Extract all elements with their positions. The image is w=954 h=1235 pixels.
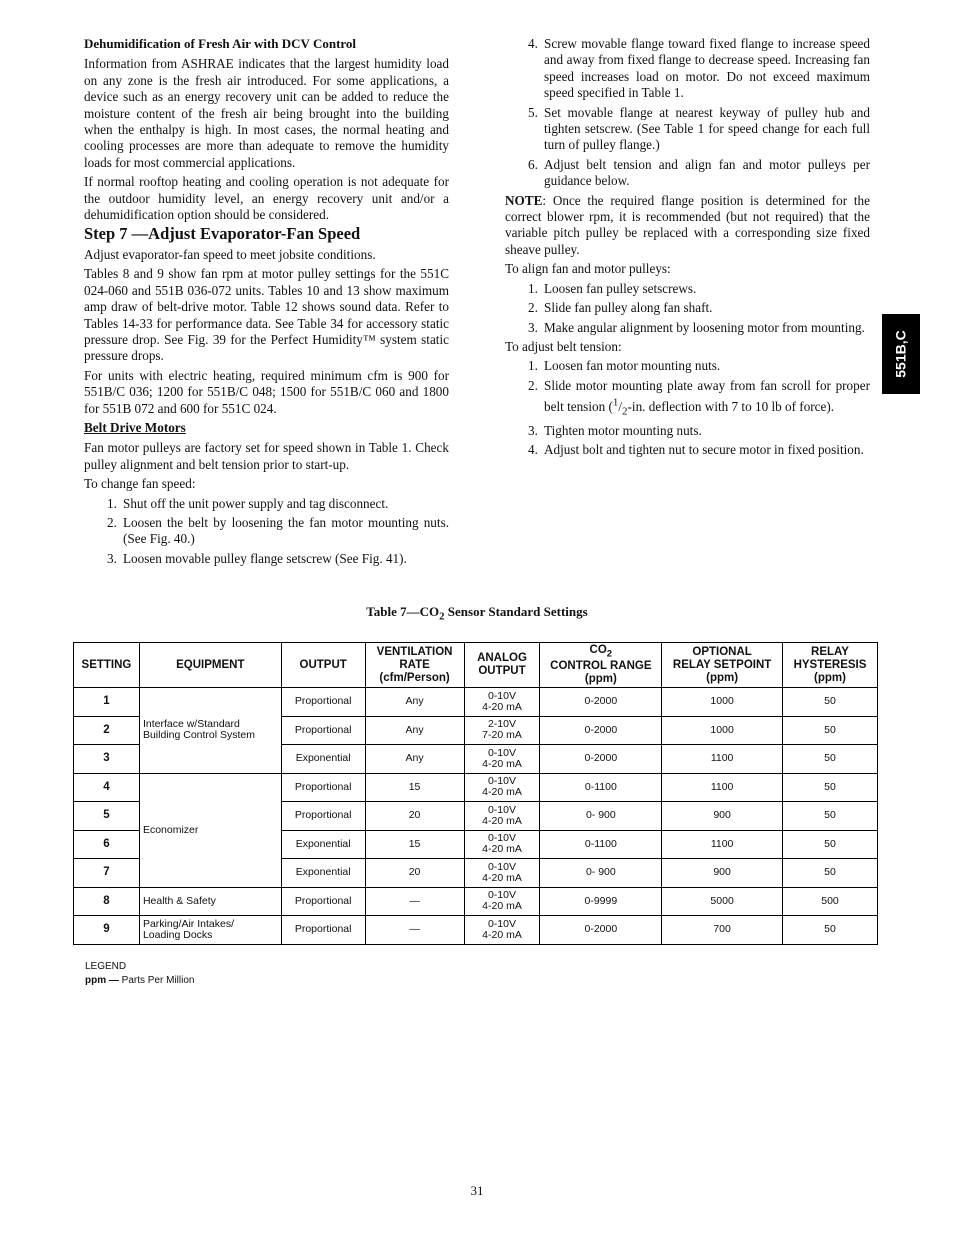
- step-7-paragraph-3: For units with electric heating, required minimum cfm is 900 for 551B/C 036; 1200 for 551B/C 048; 1500 for 551B/C 060 and 1800 for 551B 072 and 600 for 551C 024.: [84, 367, 449, 416]
- cell-output: Proportional: [281, 802, 365, 831]
- step-7-heading: Step 7 —Adjust Evaporator-Fan Speed: [84, 224, 361, 244]
- header-line: (cfm/Person): [379, 671, 450, 684]
- list-item: [505, 320, 870, 336]
- right-column: [505, 36, 870, 461]
- list-item: [505, 378, 870, 420]
- cell-analog: [464, 773, 540, 802]
- note-paragraph: [505, 193, 870, 259]
- cell-ventilation: 15: [365, 773, 464, 802]
- analog-line: 2-10V: [487, 718, 516, 731]
- header-line: OPTIONAL: [692, 645, 752, 658]
- list-text: Screw movable flange toward fixed flange to increase speed and away from fixed flange to decrease speed. Increasing fan speed increases load on motor. Do not exceed maximum speed specified in Table 1.: [544, 36, 870, 101]
- cell-hysteresis: 50: [783, 830, 878, 859]
- cell-ventilation: Any: [365, 688, 464, 717]
- cell-hysteresis: 50: [783, 802, 878, 831]
- header-subscript: 2: [606, 648, 613, 660]
- list-text: Set movable flange at nearest keyway of pulley hub and tighten setscrew. (See Table 1 for speed change for each full turn of pulley flange.): [544, 104, 870, 153]
- list-item: [505, 157, 870, 190]
- cell-setpoint: 900: [662, 859, 783, 888]
- cell-output: Proportional: [281, 887, 365, 916]
- header-analog-output: [464, 643, 540, 688]
- list-number: 3.: [528, 319, 538, 335]
- cell-range: 0-2000: [540, 916, 662, 945]
- cell-ventilation: 15: [365, 830, 464, 859]
- cell-output: Exponential: [281, 745, 365, 774]
- analog-line: 0-10V: [487, 860, 516, 873]
- analog-line: 0-10V: [487, 917, 516, 930]
- cell-setpoint: 1000: [662, 716, 783, 745]
- list-number: 1.: [528, 358, 538, 374]
- cell-setting: 6: [74, 830, 140, 859]
- cell-ventilation: 20: [365, 859, 464, 888]
- list-item: [84, 551, 449, 567]
- table-title-post: Sensor Standard Settings: [444, 604, 588, 619]
- header-relay-hysteresis: [783, 643, 878, 688]
- list-text: Shut off the unit power supply and tag disconnect.: [123, 495, 389, 511]
- list-item: [505, 105, 870, 154]
- cell-hysteresis: 50: [783, 716, 878, 745]
- cell-analog: [464, 830, 540, 859]
- dehumidification-paragraph-2: If normal rooftop heating and cooling operation is not adequate for the outdoor humidity level, an energy recovery unit and/or a dehumidification option should be considered.: [84, 174, 449, 223]
- list-text: Slide fan pulley along fan shaft.: [544, 300, 713, 316]
- header-relay-setpoint: [662, 643, 783, 688]
- belt-tension-list: [505, 358, 870, 458]
- cell-setting: 9: [74, 916, 140, 945]
- header-output: OUTPUT: [281, 643, 365, 688]
- table-row: [74, 688, 878, 717]
- analog-line: 0-10V: [487, 746, 516, 759]
- analog-line: 4-20 mA: [482, 814, 522, 827]
- table-title-sub: 2: [439, 610, 445, 623]
- cell-output: Proportional: [281, 716, 365, 745]
- header-equipment: EQUIPMENT: [139, 643, 281, 688]
- analog-line: 0-10V: [487, 803, 516, 816]
- list-item: [84, 496, 449, 512]
- header-line: (ppm): [584, 673, 617, 686]
- cell-setting: 2: [74, 716, 140, 745]
- cell-output: Exponential: [281, 859, 365, 888]
- header-co2-control-range: [540, 643, 662, 688]
- tension-text-post: -in. deflection with 7 to 10 lb of force).: [627, 398, 835, 414]
- list-number: 2.: [107, 514, 117, 530]
- analog-line: 0-10V: [487, 775, 516, 788]
- list-number: 2.: [528, 377, 538, 393]
- equipment-line: Economizer: [142, 823, 199, 836]
- belt-drive-paragraph: Fan motor pulleys are factory set for speed shown in Table 1. Check pulley alignment and belt tension prior to start-up.: [84, 440, 449, 472]
- align-pulleys-list: [505, 281, 870, 336]
- cell-equipment: [139, 773, 281, 887]
- dehumidification-heading: Dehumidification of Fresh Air with DCV Control: [84, 36, 357, 51]
- cell-setting: 3: [74, 745, 140, 774]
- cell-hysteresis: 50: [783, 745, 878, 774]
- equipment-line: Parking/Air Intakes/: [142, 917, 234, 930]
- table-row: [74, 773, 878, 802]
- cell-analog: [464, 916, 540, 945]
- table-row: [74, 916, 878, 945]
- cell-hysteresis: 50: [783, 916, 878, 945]
- change-fan-speed-list-continued: [505, 36, 870, 190]
- cell-equipment: [139, 887, 281, 916]
- cell-analog: [464, 745, 540, 774]
- change-fan-speed-list: [84, 496, 449, 568]
- analog-line: 0-10V: [487, 832, 516, 845]
- list-number: 4.: [528, 441, 538, 457]
- dehumidification-paragraph-1: Information from ASHRAE indicates that the largest humidity load on any zone is the fresh air introduced. For some applications, a device such as an energy recovery unit can be added to reduce the moisture content of the fresh air being brought into the building when the enthalpy is high. In most cases, the normal heating and cooling processes are more than adequate to remove the humidity loads for most commercial applications.: [84, 56, 449, 170]
- cell-range: 0-9999: [540, 887, 662, 916]
- cell-setpoint: 900: [662, 802, 783, 831]
- list-item: [505, 442, 870, 458]
- header-line: RELAY: [811, 645, 849, 658]
- header-line: RELAY SETPOINT: [672, 658, 772, 671]
- cell-setpoint: 1000: [662, 688, 783, 717]
- cell-analog: [464, 859, 540, 888]
- list-text: Loosen the belt by loosening the fan motor mounting nuts. (See Fig. 40.): [123, 514, 449, 547]
- cell-hysteresis: 50: [783, 773, 878, 802]
- equipment-line: Interface w/Standard: [142, 718, 240, 731]
- header-line: ANALOG: [477, 652, 527, 664]
- cell-range: 0- 900: [540, 802, 662, 831]
- cell-ventilation: Any: [365, 745, 464, 774]
- list-number: 3.: [528, 422, 538, 438]
- fraction-numerator: 1: [612, 396, 619, 409]
- cell-range: 0- 900: [540, 859, 662, 888]
- cell-range: 0-1100: [540, 830, 662, 859]
- cell-hysteresis: 500: [783, 887, 878, 916]
- analog-line: 0-10V: [487, 689, 516, 702]
- model-side-tab: [882, 314, 920, 394]
- header-line: (ppm): [706, 671, 739, 684]
- list-text: Loosen fan motor mounting nuts.: [544, 358, 721, 374]
- cell-setting: 8: [74, 887, 140, 916]
- legend-title: LEGEND: [85, 961, 127, 972]
- header-line: RATE: [399, 658, 430, 671]
- cell-ventilation: 20: [365, 802, 464, 831]
- cell-range: 0-2000: [540, 716, 662, 745]
- analog-line: 4-20 mA: [482, 900, 522, 913]
- step-7-paragraph-2: Tables 8 and 9 show fan rpm at motor pulley settings for the 551C 024-060 and 551B 036-072 units. Tables 10 and 13 show maximum amp draw of belt-drive motor. Table 12 shows sound data. Refer to Tables 14-33 for performance data. See Table 34 for accessory static pressure drop. See Fig. 39 for the Perfect Humidity™ system static pressure drops.: [84, 266, 449, 364]
- list-text: Slide motor mounting plate away from fan scroll for proper belt tension ($^1/_2-in$. deflection with 7 to 10 lb of force).: [544, 377, 870, 418]
- list-text: Make angular alignment by loosening motor from mounting.: [544, 319, 865, 335]
- cell-range: 0-1100: [540, 773, 662, 802]
- note-text: : Once the required flange position is determined for the correct blower rpm, it is recommended (but not required) that the variable pitch pulley be replaced with a corresponding size fixed sheave pulley.: [505, 192, 870, 257]
- cell-setting: 5: [74, 802, 140, 831]
- cell-equipment: [139, 916, 281, 945]
- list-item: [505, 423, 870, 439]
- equipment-line: Health & Safety: [142, 894, 216, 907]
- header-setting: SETTING: [74, 643, 140, 688]
- analog-line: 4-20 mA: [482, 757, 522, 770]
- header-ventilation-rate: [365, 643, 464, 688]
- co2-sensor-settings-table: [73, 642, 878, 945]
- list-text: Adjust bolt and tighten nut to secure motor in fixed position.: [544, 441, 864, 457]
- cell-output: Proportional: [281, 916, 365, 945]
- header-line: (ppm): [814, 671, 846, 684]
- cell-range: 0-2000: [540, 688, 662, 717]
- table-header-row: [74, 643, 878, 688]
- header-line: CONTROL RANGE: [550, 660, 652, 673]
- cell-setpoint: 5000: [662, 887, 783, 916]
- cell-analog: [464, 887, 540, 916]
- list-item: [505, 36, 870, 102]
- list-text: Tighten motor mounting nuts.: [544, 422, 702, 438]
- note-label: NOTE: [505, 192, 543, 208]
- list-number: 2.: [528, 300, 538, 316]
- cell-hysteresis: 50: [783, 859, 878, 888]
- equipment-line: Loading Docks: [142, 928, 213, 941]
- table-row: [74, 887, 878, 916]
- cell-setting: 7: [74, 859, 140, 888]
- legend-desc: Parts Per Million: [118, 974, 195, 986]
- list-number: 5.: [528, 104, 538, 120]
- list-number: 4.: [528, 36, 538, 51]
- legend-entry: [85, 974, 194, 988]
- page-number: 31: [470, 1183, 484, 1198]
- list-number: 1.: [107, 495, 117, 511]
- list-number: 1.: [528, 280, 538, 296]
- cell-equipment: [139, 688, 281, 774]
- cell-output: Proportional: [281, 688, 365, 717]
- list-item: [505, 281, 870, 297]
- legend-abbr: ppm —: [85, 974, 119, 986]
- table-legend: [85, 960, 194, 987]
- cell-setting: 4: [74, 773, 140, 802]
- cell-setpoint: 1100: [662, 773, 783, 802]
- header-line: HYSTERESIS: [793, 658, 867, 671]
- list-text: Adjust belt tension and align fan and motor pulleys per guidance below.: [544, 156, 870, 189]
- side-tab-label: 551B,C: [893, 330, 909, 378]
- cell-analog: [464, 688, 540, 717]
- left-column: [84, 36, 449, 570]
- analog-line: 4-20 mA: [482, 700, 522, 713]
- header-line: CO: [589, 643, 607, 656]
- align-pulleys-intro: To align fan and motor pulleys:: [505, 261, 671, 277]
- cell-setpoint: 1100: [662, 745, 783, 774]
- cell-setpoint: 1100: [662, 830, 783, 859]
- list-number: 3.: [107, 550, 117, 566]
- cell-ventilation: —: [365, 887, 464, 916]
- analog-line: 4-20 mA: [482, 786, 522, 799]
- tension-text-pre: Slide motor mounting plate away from fan scroll for proper belt tension (: [544, 377, 870, 414]
- change-fan-speed-intro: To change fan speed:: [84, 476, 196, 492]
- cell-analog: [464, 716, 540, 745]
- cell-output: Exponential: [281, 830, 365, 859]
- cell-ventilation: Any: [365, 716, 464, 745]
- cell-range: 0-2000: [540, 745, 662, 774]
- fraction-denominator: 2: [622, 405, 628, 418]
- cell-output: Proportional: [281, 773, 365, 802]
- analog-line: 7-20 mA: [482, 729, 522, 742]
- step-7-paragraph-1: Adjust evaporator-fan speed to meet jobsite conditions.: [84, 246, 376, 262]
- list-number: 6.: [528, 156, 538, 172]
- analog-line: 4-20 mA: [482, 843, 522, 856]
- list-item: [84, 515, 449, 548]
- belt-drive-motors-heading: Belt Drive Motors: [84, 419, 186, 435]
- cell-setting: 1: [74, 688, 140, 717]
- list-item: [505, 300, 870, 316]
- table-title: [0, 604, 954, 623]
- belt-tension-intro: To adjust belt tension:: [505, 338, 622, 354]
- equipment-line: Building Control System: [142, 729, 256, 742]
- cell-ventilation: —: [365, 916, 464, 945]
- cell-hysteresis: 50: [783, 688, 878, 717]
- list-item: [505, 358, 870, 374]
- header-line: VENTILATION: [376, 645, 453, 658]
- header-line: OUTPUT: [478, 665, 526, 677]
- analog-line: 0-10V: [487, 889, 516, 902]
- analog-line: 4-20 mA: [482, 871, 522, 884]
- cell-setpoint: 700: [662, 916, 783, 945]
- analog-line: 4-20 mA: [482, 928, 522, 941]
- list-text: Loosen fan pulley setscrews.: [544, 280, 697, 296]
- table-title-pre: Table 7—CO: [366, 604, 440, 619]
- list-text: Loosen movable pulley flange setscrew (See Fig. 41).: [123, 550, 407, 566]
- cell-analog: [464, 802, 540, 831]
